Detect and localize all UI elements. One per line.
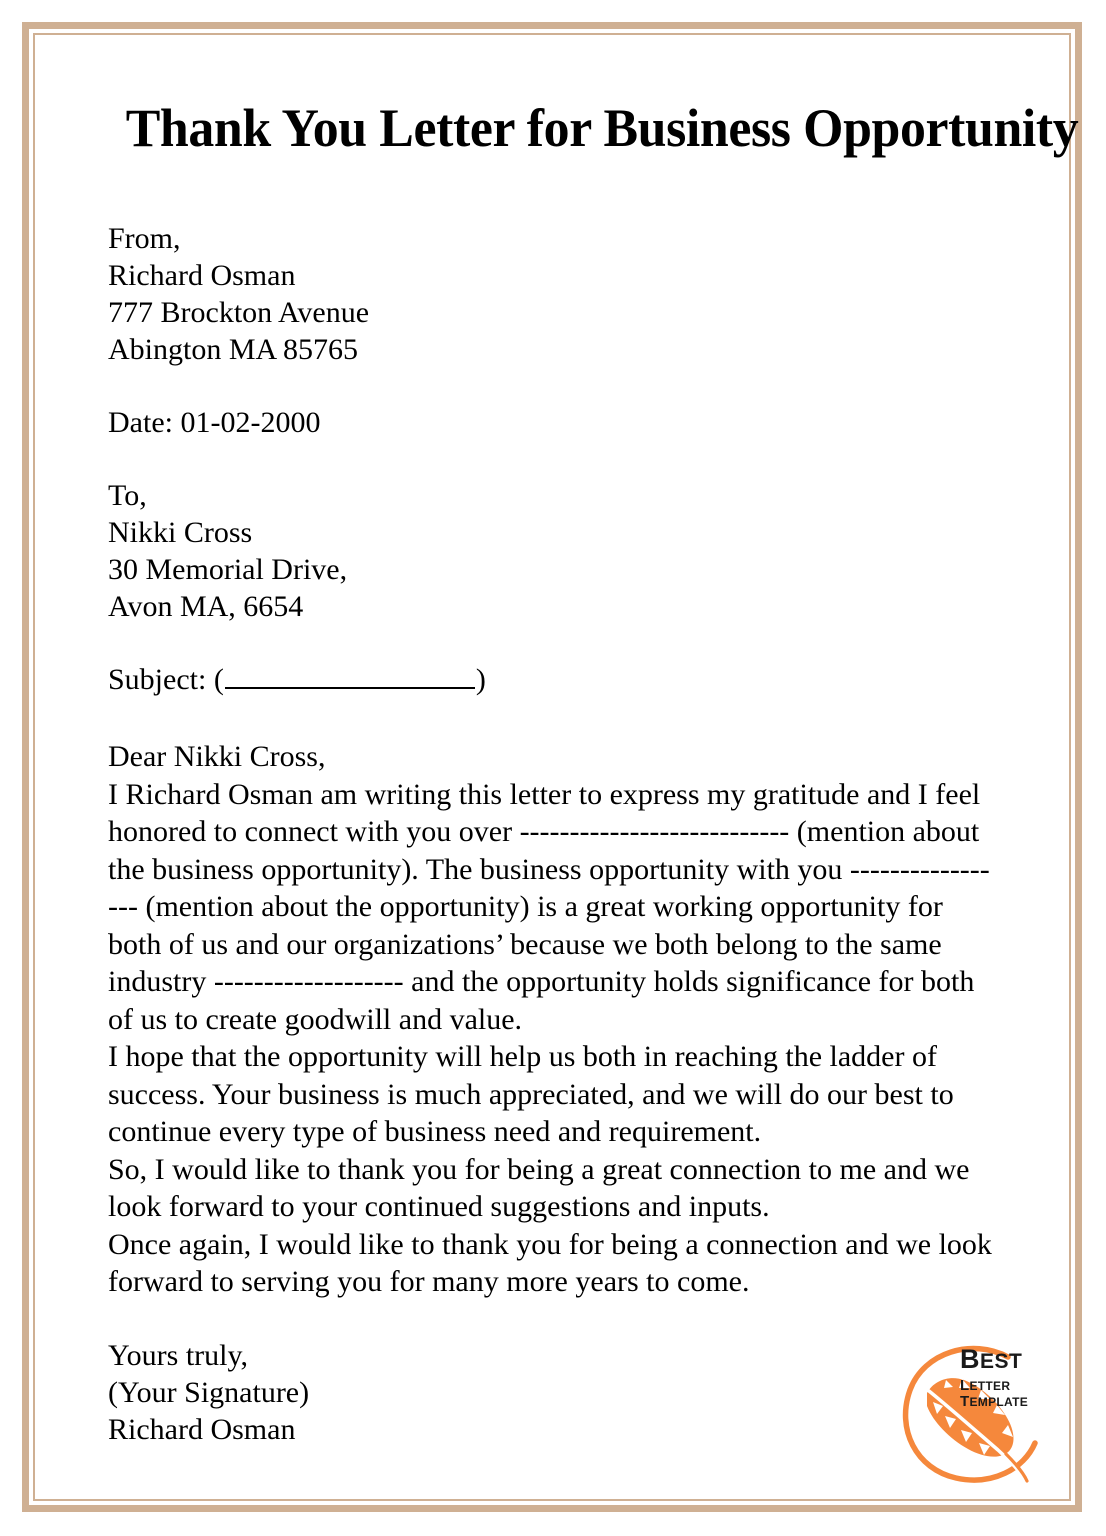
sender-label: From, bbox=[108, 222, 181, 255]
brand-name-cap: B bbox=[960, 1344, 980, 1374]
recipient-name: Nikki Cross bbox=[108, 516, 253, 549]
date-block bbox=[108, 404, 994, 441]
date-line: Date: 01-02-2000 bbox=[108, 406, 321, 439]
subject-input[interactable] bbox=[225, 663, 475, 689]
brand-wordmark bbox=[960, 1346, 1070, 1410]
brand-name bbox=[960, 1346, 1070, 1373]
subject-label: Subject: ( bbox=[108, 663, 224, 696]
signature-placeholder: (Your Signature) bbox=[108, 1375, 310, 1409]
spacer-before-closing bbox=[108, 1301, 994, 1337]
recipient-address-block bbox=[108, 477, 994, 625]
sender-name: Richard Osman bbox=[108, 259, 296, 292]
recipient-street: 30 Memorial Drive, bbox=[108, 553, 348, 586]
page-title: Thank You Letter for Business Opportunity bbox=[125, 98, 1079, 158]
body-paragraph-3: So, I would like to thank you for being a great connection to me and we look forward to your continued suggestions and inputs. bbox=[108, 1152, 970, 1223]
spacer-after-subject bbox=[108, 698, 994, 738]
recipient-city-state-zip: Avon MA, 6654 bbox=[108, 590, 304, 623]
body-paragraph-1: I Richard Osman am writing this letter to express my gratitude and I feel honored to connect with you over --------------------------- (mention about the business opportunity). The business opportunity with you ----------------- (mention about the opportunity) is a great working opportunity for both of us and our organizations’ because we both belong to the same industry ------------------- and the opportunity holds significance for both of us to create goodwill and value. bbox=[108, 777, 990, 1036]
salutation: Dear Nikki Cross, bbox=[108, 740, 326, 773]
body-paragraph-4: Once again, I would like to thank you for being a connection and we look forward to serving you for many more years to come. bbox=[108, 1227, 992, 1298]
spacer-after-recipient bbox=[108, 625, 994, 661]
sender-city-state-zip: Abington MA 85765 bbox=[108, 333, 359, 366]
brand-name-rest: EST bbox=[980, 1350, 1023, 1373]
recipient-label: To, bbox=[108, 479, 147, 512]
body-paragraph-2: I hope that the opportunity will help us both in reaching the ladder of success. Your business is much appreciated, and we will do our best to continue every type of business need and requirement. bbox=[108, 1040, 954, 1148]
tagline-cap-1: L bbox=[960, 1377, 970, 1394]
brand-tagline bbox=[960, 1378, 1070, 1410]
sender-address-block bbox=[108, 220, 994, 368]
signer-name: Richard Osman bbox=[108, 1412, 296, 1446]
tagline-rest-2: EMPLATE bbox=[969, 1395, 1029, 1409]
spacer-after-date bbox=[108, 441, 994, 477]
brand-logo bbox=[888, 1330, 1068, 1500]
tagline-rest-1: ETTER bbox=[969, 1379, 1011, 1393]
spacer-after-sender bbox=[108, 368, 994, 404]
subject-close-paren: ) bbox=[475, 663, 486, 696]
sender-street: 777 Brockton Avenue bbox=[108, 296, 370, 329]
tagline-cap-2: T bbox=[960, 1393, 970, 1410]
closing-block bbox=[108, 1337, 994, 1448]
valediction: Yours truly, bbox=[108, 1338, 249, 1372]
subject-line bbox=[108, 661, 994, 698]
